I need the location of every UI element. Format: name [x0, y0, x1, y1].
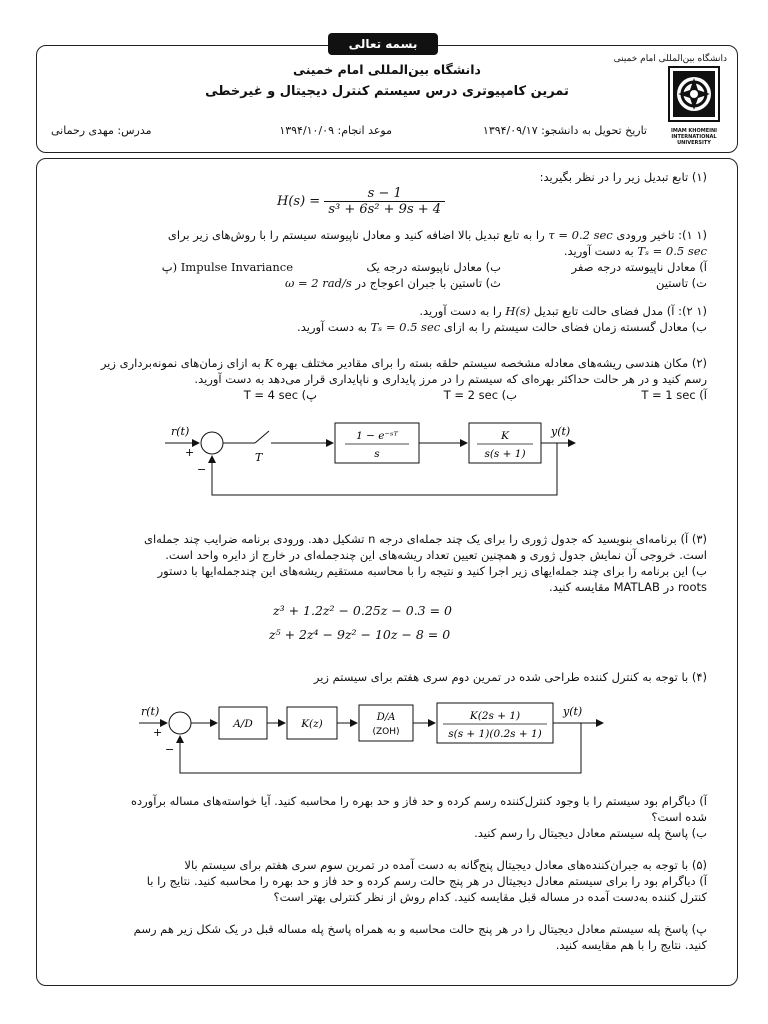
q4-controller-label: K(z): [301, 718, 323, 730]
q1-option-b: ب) معادل ناپیوسته درجه یک: [366, 260, 501, 274]
q1-p1-ts: Tₛ = 0.5 sec: [637, 244, 707, 258]
q4-line1: (۴) با توجه به کنترل کننده طراحی شده در تمرین دوم سری هفتم برای سیستم زیر: [313, 670, 707, 684]
q3-line2: است. خروجی آن نمایش جدول ژوری و همچنین تعیین تعداد ریشه‌های این چندجمله‌ای در خارج از دایره واحد است.: [165, 548, 707, 562]
q5-line3: کنترل کننده به‌دست آمده در مساله قبل مقایسه کنید. کدام روش از نظر کنترلی بهتر است؟: [273, 890, 707, 904]
q4-minus-sign: −: [165, 743, 175, 756]
q4-part-a-line2: شده است؟: [651, 810, 707, 824]
q1-option-c: پ) Impulse Invariance: [161, 260, 293, 274]
q2-plus-sign: +: [185, 446, 195, 459]
course-title: تمرین کامپیوتری درس سیستم کنترل دیجیتال و غیرخطی: [205, 84, 569, 99]
q2-block-diagram: [157, 409, 577, 504]
q3-line1: (۳) آ) برنامه‌ای بنویسید که جدول ژوری را برای یک چند جمله‌ای درجه n تشکیل دهد. ورودی برنامه ضرایب چند جمله‌ای: [143, 532, 707, 546]
q1-tf-denominator: s³ + 6s² + 9s + 4: [328, 202, 442, 217]
delivery-date: تاریخ تحویل به دانشجو: ۱۳۹۴/۰۹/۱۷: [482, 124, 647, 137]
q2-t3: پ) T = 4 sec: [243, 388, 317, 402]
q2-t1: آ) T = 1 sec: [641, 388, 707, 402]
logo-emblem-icon: [661, 64, 727, 124]
q1-option-d: ت) تاستین: [655, 276, 707, 290]
q1-p2-ts: Tₛ = 0.5 sec: [370, 320, 441, 334]
q4-ad-label: A/D: [233, 718, 253, 730]
header-box: [36, 45, 738, 153]
q2-summing-junction: [201, 432, 223, 454]
q1-option-e: [285, 277, 501, 290]
q1-p2-text-c: ب) معادل گسسته زمان فضای حالت سیستم را به ازای: [443, 320, 707, 334]
q4-zoh-label: (ZOH): [372, 727, 400, 737]
q2-l1-text-b: به ازای زمان‌های نمونه‌برداری زیر: [100, 356, 261, 370]
q4-da-label: D/A: [376, 712, 396, 723]
q2-line2: رسم کنید و در هر حالت حداکثر بهره‌ای که سیستم را در مرز پایداری و ناپایداری قرار می‌دهد به دست آورید.: [194, 372, 707, 386]
q1-part1-line1: [67, 229, 707, 242]
q2-l1-text-a: (۲) مکان هندسی ریشه‌های معادله مشخصه سیستم حلقه بسته را برای مقادیر مختلف بهره: [276, 356, 707, 370]
q4-block-diagram: [133, 693, 613, 783]
q2-zoh-denominator: s: [374, 448, 380, 460]
q1-p1-tau: τ = 0.2 sec: [548, 228, 613, 242]
q1-option-e-text: ث) تاستین با جبران اعوجاج در: [355, 276, 501, 290]
q1-part2-line2: [67, 321, 707, 334]
university-name: دانشگاه بین‌المللی امام خمینی: [293, 62, 481, 77]
q4-part-b: ب) پاسخ پله سیستم معادل دیجیتال را رسم کنید.: [474, 826, 707, 840]
q1-p2-h: H(s): [505, 304, 531, 318]
q2-output-label: y(t): [551, 425, 571, 438]
q1-tf-fraction: [324, 186, 445, 217]
q2-sampler-label: T: [255, 451, 263, 464]
q4-plant-numerator: K(2s + 1): [469, 710, 521, 722]
logo-script-text: دانشگاه بین‌المللی امام خمینی: [613, 54, 727, 64]
instructor: مدرس: مهدی رحمانی: [51, 124, 152, 137]
q4-output-label: y(t): [563, 705, 583, 718]
due-date: موعد انجام: ۱۳۹۴/۱۰/۰۹: [279, 124, 392, 137]
bismillah-label: بسمه تعالی: [328, 33, 438, 55]
q2-l1-k: K: [264, 356, 273, 370]
q5-line2: آ) دیاگرام بود را برای سیستم معادل دیجیتال در هر پنج حالت رسم کرده و حد فاز و حد بهره را محاسبه کنید. نتایج را با: [146, 874, 707, 888]
q1-option-a: آ) معادل ناپیوسته درجه صفر: [571, 260, 707, 274]
q1-transfer-function: [277, 186, 445, 217]
q3-polynomial-2: z⁵ + 2z⁴ − 9z² − 10z − 8 = 0: [269, 627, 451, 642]
q2-line1: [67, 357, 707, 370]
q4-part-a-line1: آ) دیاگرام بود سیستم را با وجود کنترل‌کننده رسم کرده و حد فاز و حد بهره را محاسبه کنید. آیا خواسته‌های مساله برآورده: [130, 794, 707, 808]
q2-t2: ب) T = 2 sec: [443, 388, 517, 402]
q1-p1-text-a: (۱ ۱): تاخیر ورودی: [616, 228, 707, 242]
q5-line1: (۵) با توجه به جبران‌کننده‌های معادل دیجیتال پنج‌گانه به دست آمده در تمرین سوم سری هفتم برای سیستم بالا: [184, 858, 707, 872]
q1-tf-numerator: s − 1: [324, 186, 445, 202]
q1-part2-line1: [67, 305, 707, 318]
q5-line4: پ) پاسخ پله سیستم معادل دیجیتال را در هر پنج حالت محاسبه و به همراه پاسخ پله مساله قبل در یک شکل زیر هم رسم: [133, 922, 707, 936]
q2-zoh-numerator: 1 − e⁻ˢᵀ: [356, 430, 398, 442]
logo-en-line2: INTERNATIONAL UNIVERSITY: [671, 134, 717, 146]
q2-plant-denominator: s(s + 1): [484, 448, 526, 460]
q4-plant-denominator: s(s + 1)(0.2s + 1): [448, 728, 542, 740]
q5-line5: کنید. نتایج را با هم مقایسه کنید.: [555, 938, 707, 952]
problems-box: [36, 158, 738, 986]
q3-polynomial-1: z³ + 1.2z² − 0.25z − 0.3 = 0: [273, 603, 453, 618]
q4-summing-junction: [169, 712, 191, 734]
logo-en-line1: IMAM KHOMEINI: [670, 128, 718, 134]
q1-p2-text-b: را به دست آورید.: [419, 304, 502, 318]
q1-p2-text-a: (۱ ۲): آ) مدل فضای حالت تابع تبدیل: [533, 304, 707, 318]
q1-p2-text-d: به دست آورید.: [297, 320, 367, 334]
q1-option-e-omega: ω = 2 rad/s: [284, 276, 352, 290]
q2-sampler-switch: [255, 431, 269, 443]
university-logo: [613, 54, 727, 146]
q2-minus-sign: −: [197, 463, 207, 476]
q3-line4: roots در MATLAB مقایسه کنید.: [549, 580, 707, 594]
q2-plant-numerator: K: [501, 430, 509, 442]
q1-intro: (۱) تابع تبدیل زیر را در نظر بگیرید:: [539, 170, 707, 184]
q1-p1-text-c: به دست آورید.: [563, 244, 634, 258]
q3-line3: ب) این برنامه را برای چند جمله‌ایهای زیر اجرا کنید و نتیجه را با محاسبه مستقیم ریشه‌های این چندجمله‌ایها با دستور: [157, 564, 707, 578]
q1-tf-lhs: H(s) =: [277, 194, 321, 209]
q1-part1-line2: [67, 245, 707, 258]
q1-p1-text-b: را به تابع تبدیل بالا اضافه کنید و معادل ناپیوسته سیستم را با روش‌های زیر برای: [167, 228, 545, 242]
q4-plus-sign: +: [153, 726, 163, 739]
q2-input-label: r(t): [171, 425, 190, 438]
q4-input-label: r(t): [141, 705, 160, 718]
